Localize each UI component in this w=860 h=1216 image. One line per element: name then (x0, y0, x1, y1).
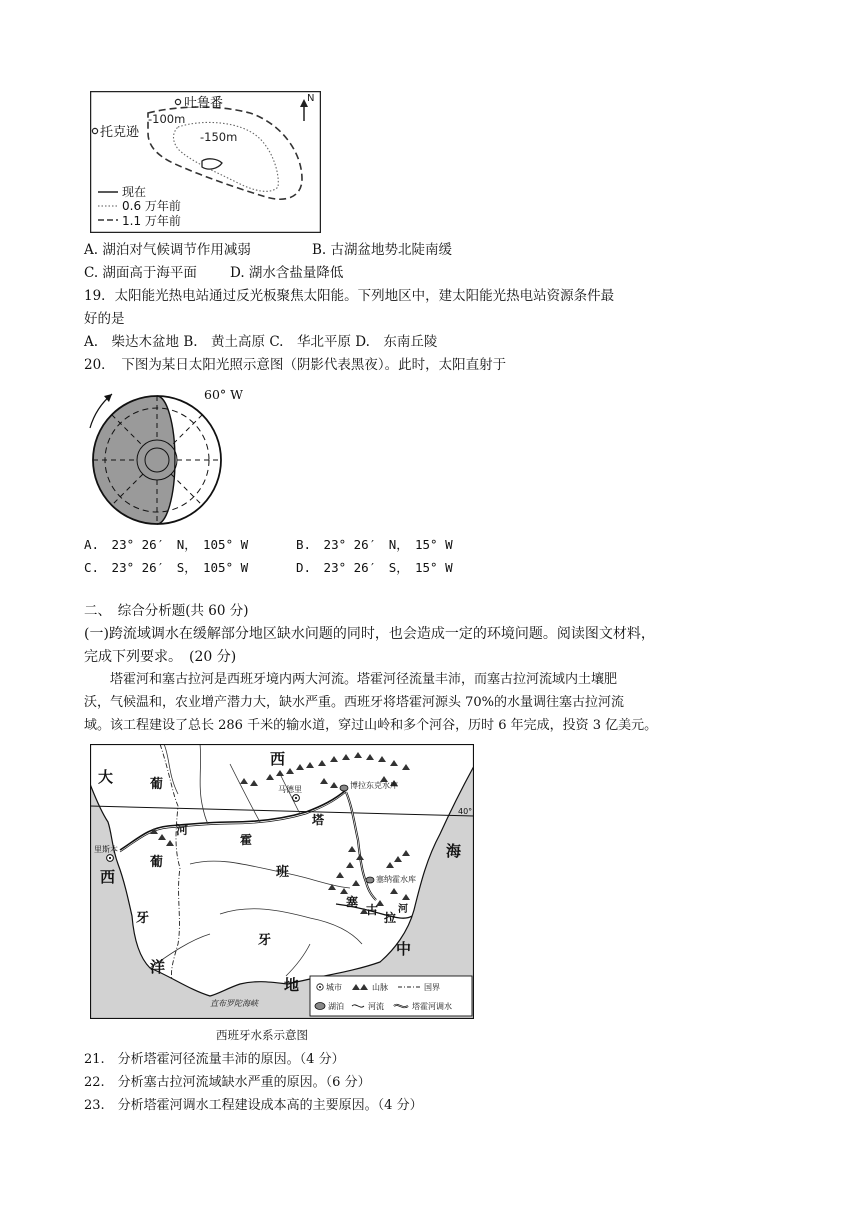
label-zhong: 中 (396, 940, 412, 958)
label-di: 地 (284, 976, 300, 994)
illumination-diagram (82, 380, 252, 532)
turpan-lake-map (90, 91, 321, 233)
label-gu: 古 (366, 903, 379, 917)
section2-intro-line1: (一)跨流域调水在缓解部分地区缺水问题的同时，也会造成一定的环境问题。阅读图文材料， (84, 626, 655, 642)
label-xi-west: 西 (100, 868, 116, 886)
label-pu2: 葡 (150, 855, 164, 870)
label-he-segura: 河 (398, 904, 408, 915)
q20-option-c: C. 23° 26′ S， 105° W (84, 560, 249, 575)
label-reservoir-n: 博拉东克水库 (350, 781, 398, 790)
north-label: N (307, 93, 315, 104)
meridian-label: 60° W (204, 387, 243, 402)
label-hai: 海 (446, 842, 462, 860)
q19-options: A. 柴达木盆地 B. 黄土高原 C. 华北平原 D. 东南丘陵 (84, 334, 438, 350)
question-21: 21. 分析塔霍河径流量丰沛的原因。（4 分） (84, 1052, 345, 1067)
legend-border: 国界 (424, 983, 440, 992)
lisbon-marker (107, 855, 114, 862)
legend-river: 河流 (368, 1002, 384, 1011)
label-sai: 塞 (346, 895, 359, 909)
spain-map-caption: 西班牙水系示意图 (216, 1028, 308, 1042)
label-ta: 塔 (312, 813, 325, 827)
label-strait: 直布罗陀海峡 (210, 999, 258, 1008)
label-he-tajo: 河 (176, 823, 189, 837)
q18-option-c: C. 湖面高于海平面 (84, 265, 197, 281)
label-ya: 牙 (258, 933, 272, 948)
label-xi: 西 (270, 750, 286, 768)
label-ban: 班 (276, 865, 290, 880)
legend-city: 城市 (326, 983, 342, 992)
label-la: 拉 (384, 911, 397, 925)
label-huo: 霍 (240, 833, 253, 847)
section2-heading: 二、 综合分析题(共 60 分) (84, 603, 249, 619)
q18-option-d: D. 湖水含盐量降低 (230, 265, 344, 281)
legend-lake: 湖泊 (328, 1002, 344, 1011)
label-reservoir-s: 塞纳霍水库 (376, 875, 416, 884)
contour-100: -100m (148, 112, 186, 126)
label-ya-west: 牙 (136, 911, 150, 926)
q20-option-d: D. 23° 26′ S， 15° W (296, 560, 453, 575)
map-legend (310, 976, 472, 1016)
q20-option-a: A. 23° 26′ N， 105° W (84, 537, 249, 552)
spain-water-map (90, 744, 474, 1019)
label-pu1: 葡 (150, 777, 164, 792)
q18-option-a: A. 湖泊对气候调节作用减弱 (84, 242, 251, 258)
contour-150: -150m (200, 130, 238, 144)
toksun-dot (92, 128, 97, 133)
question-22: 22. 分析塞古拉河流域缺水严重的原因。（6 分） (84, 1075, 371, 1090)
material-para-line1: 塔霍河和塞古拉河是西班牙境内两大河流。塔霍河径流量丰沛，而塞古拉河流域内土壤肥 (110, 672, 618, 687)
turpan-dot (175, 99, 180, 104)
label-yang: 洋 (150, 958, 166, 976)
q20-stem: 20． 下图为某日太阳光照示意图（阴影代表黑夜）。此时，太阳直射于 (84, 357, 507, 373)
toksun-label: 托克逊 (100, 125, 140, 140)
label-da: 大 (98, 768, 114, 786)
question-23: 23. 分析塔霍河调水工程建设成本高的主要原因。（4 分） (84, 1098, 423, 1113)
legend-06ka: 0.6 万年前 (122, 199, 181, 213)
turpan-label: 吐鲁番 (184, 96, 224, 111)
material-para-line2: 沃，气候温和，农业增产潜力大，缺水严重。西班牙将塔霍河源头 70%的水量调往塞古拉河流 (84, 695, 625, 710)
legend-present: 现在 (122, 185, 147, 199)
q19-stem-line1: 19．太阳能光热电站通过反光板聚焦太阳能。下列地区中，建太阳能光热电站资源条件最 (84, 288, 615, 304)
legend-canal: 塔霍河调水 (412, 1002, 452, 1011)
section2-intro-line2: 完成下列要求。 (20 分) (84, 649, 237, 665)
legend-mountain: 山脉 (372, 983, 388, 992)
q18-option-b: B. 古湖盆地势北陡南缓 (312, 242, 453, 258)
q19-stem-line2: 好的是 (84, 311, 125, 327)
legend-11ka: 1.1 万年前 (122, 214, 181, 228)
label-lat: 40° (458, 807, 473, 816)
material-para-line3: 域。该工程建设了总长 286 千米的输水道，穿过山岭和多个河谷，历时 6 年完成，投资 3 亿美元。 (84, 718, 658, 733)
madrid-marker (293, 795, 300, 802)
label-lisbon: 里斯本 (94, 845, 118, 854)
label-madrid: 马德里 (278, 785, 302, 794)
q20-option-b: B. 23° 26′ N， 15° W (296, 537, 453, 552)
